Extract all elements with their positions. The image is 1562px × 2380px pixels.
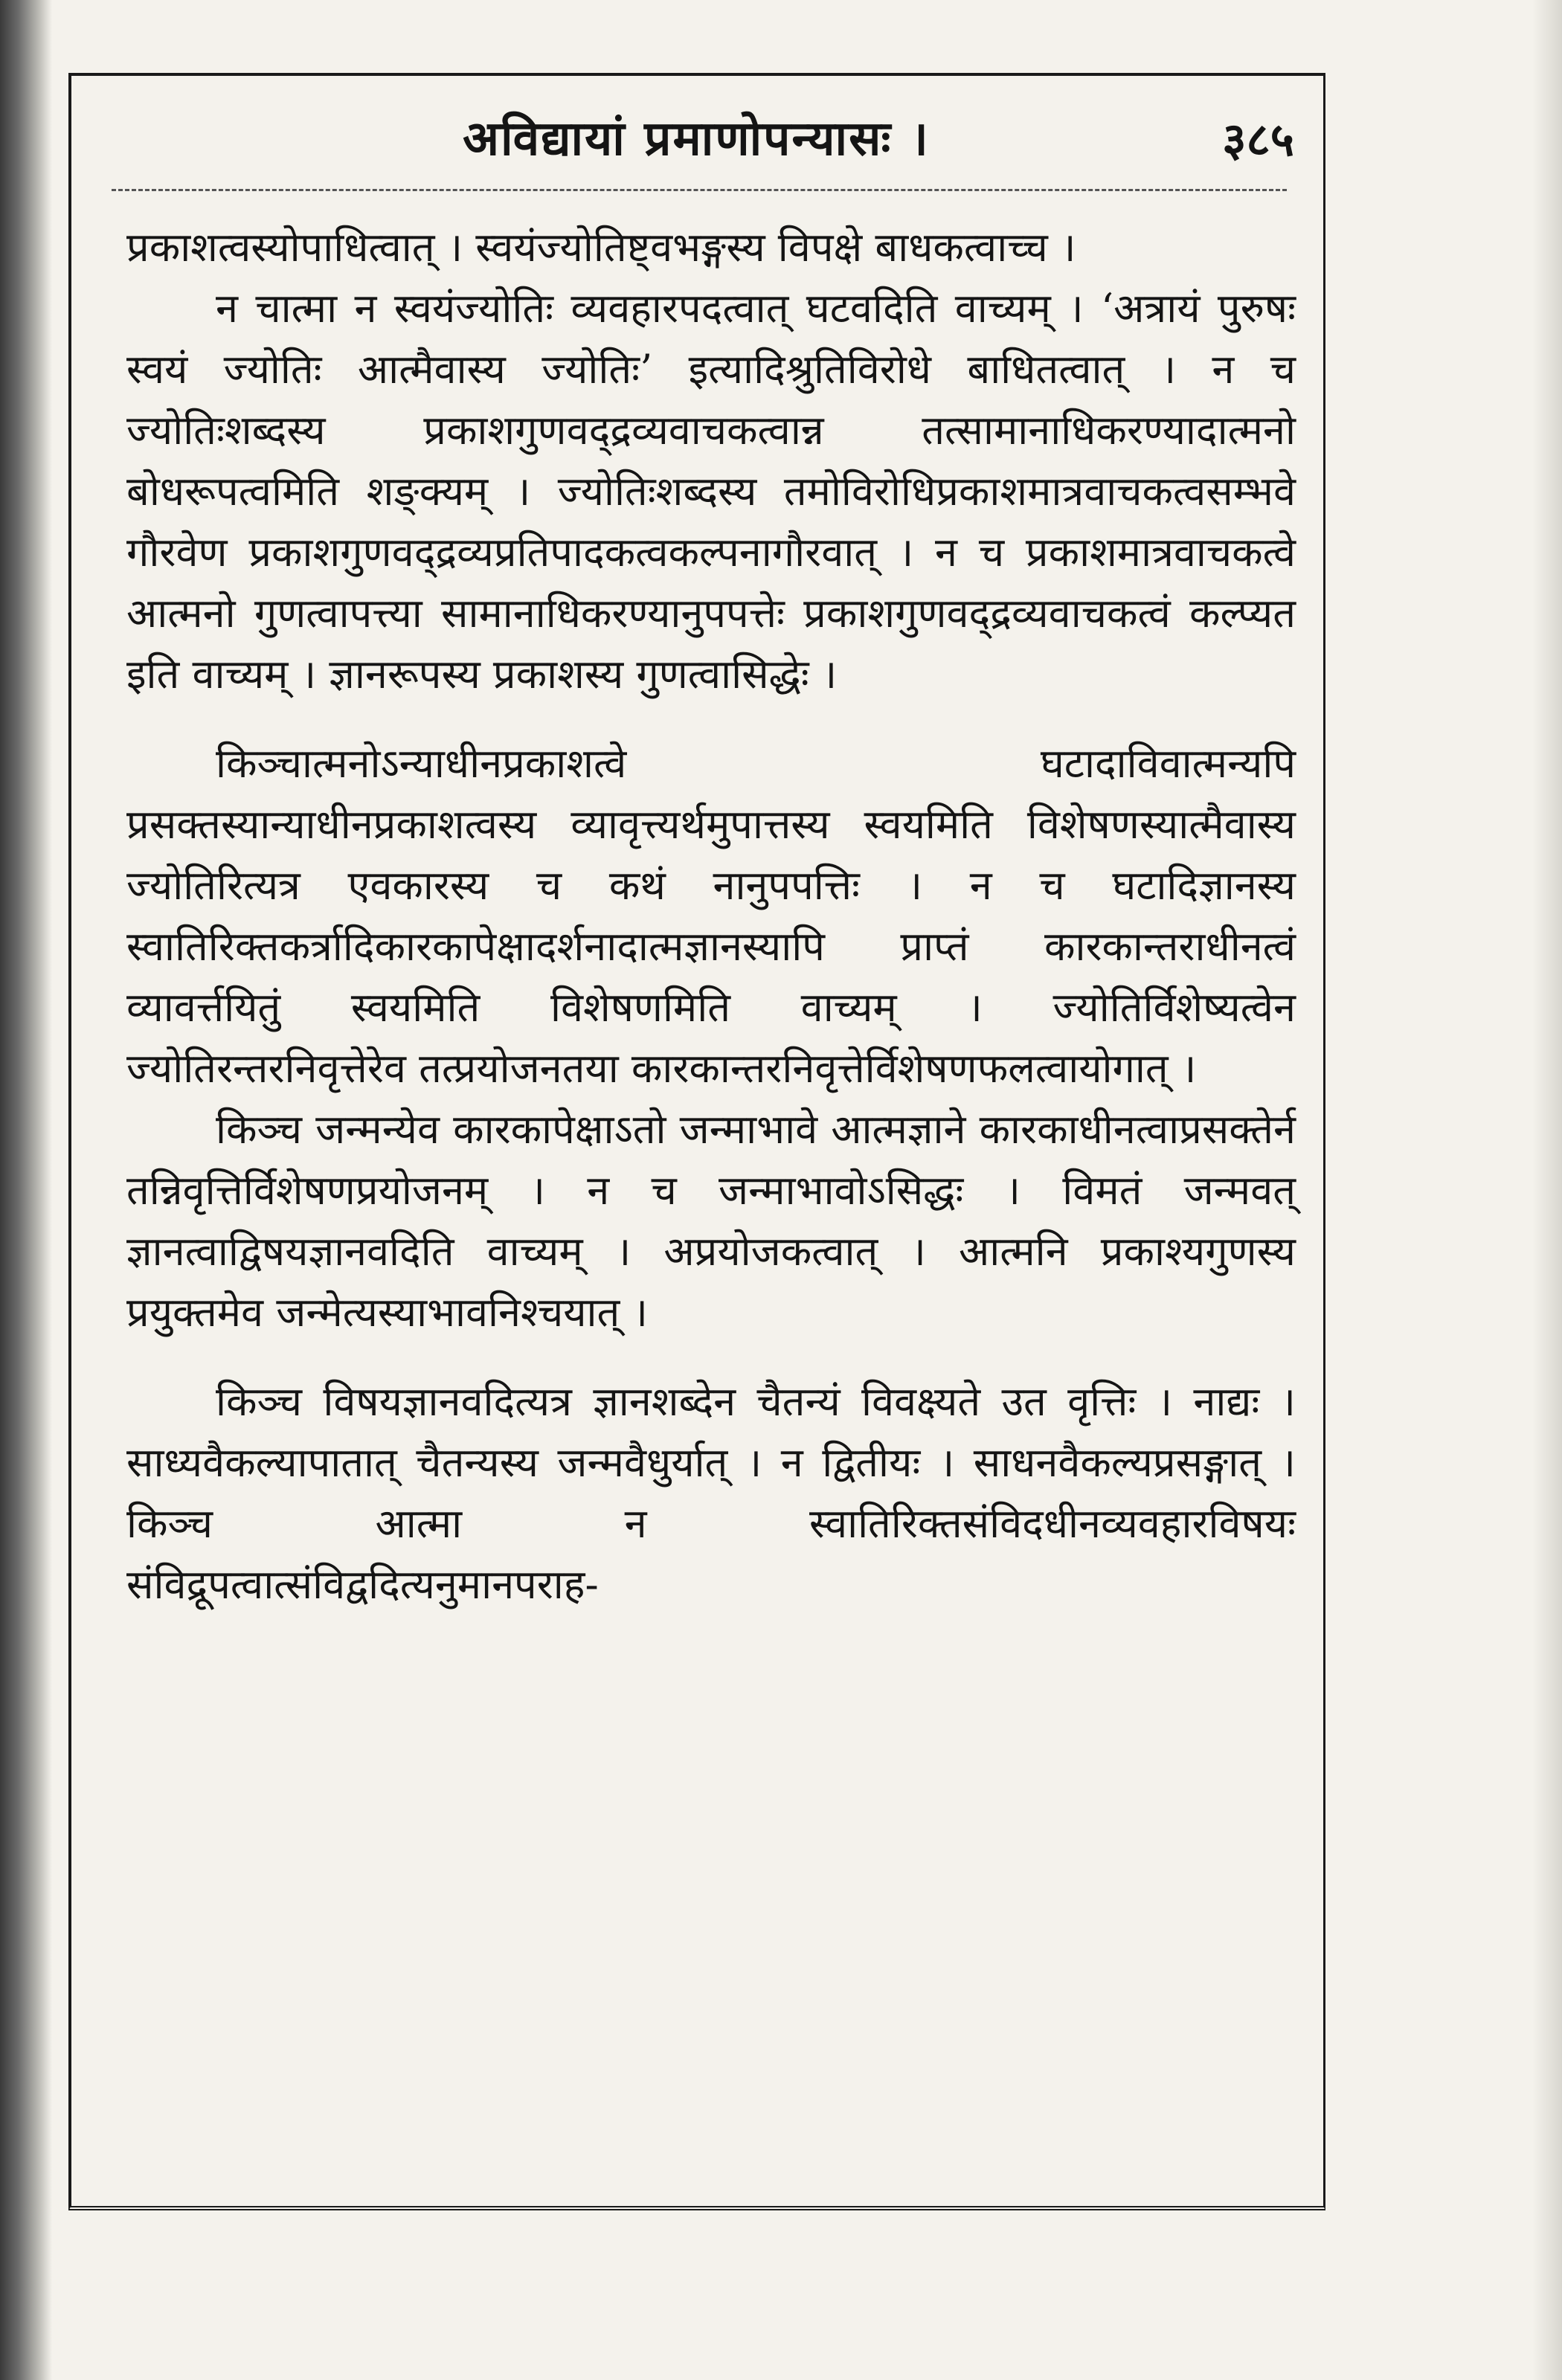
paragraph-3: किञ्चात्मनोऽन्याधीनप्रकाशत्वे घटादाविवात्मन्यपि प्रसक्तस्यान्याधीनप्रकाशत्वस्य व्यावृत्त्यर्थमुपात्तस्य स्वयमिति विशेषणस्यात्मैवास्य ज्योतिरित्यत्र एवकारस्य च कथं नानुपपत्तिः । न च घटादिज्ञानस्य स्वातिरिक्तकर्त्रादिकारकापेक्षादर्शनादात्मज्ञानस्यापि प्राप्तं कारकान्तराधीनत्वं व्यावर्त्तयितुं स्वयमिति विशेषणमिति वाच्यम् । ज्योतिर्विशेष्यत्वेन ज्योतिरन्तरनिवृत्तेरेव तत्प्रयोजनतया कारकान्तरनिवृत्तेर्विशेषणफलत्वायोगात् । [126, 740, 1296, 1092]
paragraph-1: प्रकाशत्वस्योपाधित्वात् । स्वयंज्योतिष्ट्वभङ्गस्य विपक्षे बाधकत्वाच्च । [126, 224, 1076, 271]
paragraph-4: किञ्च जन्मन्येव कारकापेक्षाऽतो जन्माभावे आत्मज्ञाने कारकाधीनत्वाप्रसक्तेर्न तन्निवृत्तिर्विशेषणप्रयोजनम् । न च जन्माभावोऽसिद्धः । विमतं जन्मवत् ज्ञानत्वाद्विषयज्ञानवदिति वाच्यम् । अप्रयोजकत्वात् । आत्मनि प्रकाश्यगुणस्य प्रयुक्तमेव जन्मेत्यस्याभावनिश्चयात् । [126, 1106, 1296, 1336]
paragraph-5: किञ्च विषयज्ञानवदित्यत्र ज्ञानशब्देन चैतन्यं विवक्ष्यते उत वृत्तिः । नाद्यः । साध्यवैकल्यापातात् चैतन्यस्य जन्मवैधुर्यात् । न द्वितीयः । साधनवैकल्यप्रसङ्गात् । किञ्च आत्मा न स्वातिरिक्तसंविदधीनव्यवहारविषयः संविद्रूपत्वात्संविद्वदित्यनुमानपराह- [126, 1378, 1296, 1608]
page-edge [1532, 0, 1562, 2380]
paragraph-2: न चात्मा न स्वयंज्योतिः व्यवहारपदत्वात् घटवदिति वाच्यम् । ‘अत्रायं पुरुषः स्वयं ज्योतिः आत्मैवास्य ज्योतिः’ इत्यादिश्रुतिविरोधे बाधितत्वात् । न च ज्योतिःशब्दस्य प्रकाशगुणवद्द्रव्यवाचकत्वान्न तत्सामानाधिकरण्यादात्मनो बोधरूपत्वमिति शङ्क्यम् । ज्योतिःशब्दस्य तमोविरोधिप्रकाशमात्रवाचकत्वसम्भवे गौरवेण प्रकाशगुणवद्द्रव्यप्रतिपादकत्वकल्पनागौरवात् । न च प्रकाशमात्रवाचकत्वे आत्मनो गुणत्वापत्त्या सामानाधिकरण्यानुपपत्तेः प्रकाशगुणवद्द्रव्यवाचकत्वं कल्प्यत इति वाच्यम् । ज्ञानरूपस्य प्रकाशस्य गुणत्वासिद्धेः । [126, 285, 1296, 698]
running-header [71, 104, 1321, 171]
running-title: अविद्यायां प्रमाणोपन्यासः । [463, 111, 930, 167]
binding-shadow [0, 0, 52, 2380]
text-body [126, 217, 1296, 2181]
header-rule [112, 189, 1287, 191]
page-number: ३८५ [1222, 112, 1294, 167]
